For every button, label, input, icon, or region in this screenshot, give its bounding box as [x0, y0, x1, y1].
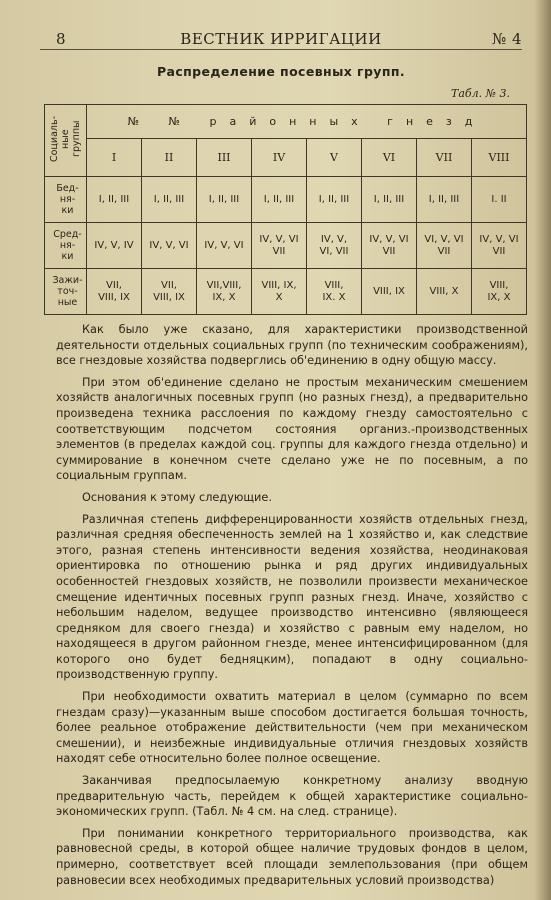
column-header: VI [362, 139, 417, 177]
column-header: II [142, 139, 197, 177]
paragraph: При понимании конкретного территориального производства, как равновесной среды, в которой общее наличие трудовых фондов в целом, примерно, соответствует всей площади землепользования (при общем равновесии всех необходимых предварительных условий производства) [56, 826, 528, 887]
group-column-header: Социаль- ные группы [45, 105, 87, 177]
table-cell: I, II, III [142, 177, 197, 223]
row-group-label: Зажи- точ- ные [45, 269, 87, 315]
table-cell: VIII, IX [362, 269, 417, 315]
row-group-label: Бед- ня- ки [45, 177, 87, 223]
table-cell: VII, VIII, IX [142, 269, 197, 315]
paragraph: При необходимости охватить материал в целом (суммарно по всем гнездам сразу)—указанным выше способом достигается большая точность, более реальное отображение действительности (чем при механическом смешении), и неизбежные индивидуальные отличия гнездовых хозяйств находят себе относительно более полное освещение. [56, 690, 528, 766]
table-cell: VIII, X [417, 269, 472, 315]
journal-title: ВЕСТНИК ИРРИГАЦИИ [180, 30, 382, 48]
table-cell: I, II, III [252, 177, 307, 223]
table-cell: IV, V, VI [197, 223, 252, 269]
column-header: I [87, 139, 142, 177]
column-header: VIII [472, 139, 527, 177]
table-cell: IV, V, VI VII [472, 223, 527, 269]
table-cell: IV, V, VI [142, 223, 197, 269]
table-cell: VIII, IX, X [472, 269, 527, 315]
table-cell: VII,VIII, IX, X [197, 269, 252, 315]
table-cell: IV, V, VI VII [252, 223, 307, 269]
table-row [45, 177, 527, 223]
table-cell: VII, VIII, IX [87, 269, 142, 315]
paragraph: Различная степень дифференцированности хозяйств отдельных гнезд, различная средняя обеспеченность землей на 1 хозяйство и, как следствие этого, разная степень интенсивности ведения хозяйства, неодинаковая ориентировка по отношению рынка и ряд других индивидуальных особенностей гнездовых хозяйств, не позволили произвести механическое смещение идентичных посевных групп разных гнезд. Иначе, хозяйство с небольшим наделом, ведущее производство интенсивно (являющееся средняком для своего гнезда) и хозяйство с равным ему наделом, но находящееся в другом районном гнезде, менее интенсифицированном (для которого оно будет бедняцким), попадают в одну социально-производственную группу. [56, 512, 528, 682]
table-cell: I, II, III [417, 177, 472, 223]
distribution-table [44, 104, 527, 315]
table-cell: VI, V, VI VII [417, 223, 472, 269]
table-cell: I, II, III [87, 177, 142, 223]
row-group-label: Сред- ня- ки [45, 223, 87, 269]
table-cell: I, II, III [307, 177, 362, 223]
paragraph: Заканчивая предпосылаемую конкретному анализу вводную предварительную часть, перейдем к общей характеристике социально-экономических групп. (Табл. № 4 см. на след. странице). [56, 774, 528, 819]
table-row [45, 223, 527, 269]
column-header: VII [417, 139, 472, 177]
page-number: 8 [56, 30, 67, 48]
body-text [56, 322, 528, 894]
table-cell: IV, V, VI VII [362, 223, 417, 269]
table-number: Табл. № 3. [450, 87, 510, 100]
table-title: Распределение посевных групп. [156, 64, 406, 79]
districts-header: № № районных гнезд [87, 105, 527, 139]
column-header: V [307, 139, 362, 177]
paragraph: При этом об'единение сделано не простым механическим смешением хозяйств аналогичных посевных групп (но разных гнезд), а предварительно произведена техника расслоения по каждому гнезду самостоятельно с соответствующим подсчетом состояния организ.-производственных элементов (в пределах каждой соц. группы для каждого гнезда отдельно) и суммирование в конечном счете сделано уже не по посевным, а по социальным группам. [56, 375, 528, 483]
table-cell: VIII, IX. X [307, 269, 362, 315]
table-cell: VIII, IX, X [252, 269, 307, 315]
column-header: III [197, 139, 252, 177]
table-cell: IV, V, IV [87, 223, 142, 269]
table-cell: IV, V, VI, VII [307, 223, 362, 269]
table-cell: I. II [472, 177, 527, 223]
table-cell: I, II, III [197, 177, 252, 223]
table-row [45, 269, 527, 315]
column-header: IV [252, 139, 307, 177]
issue-number: № 4 [491, 30, 522, 48]
running-header [40, 30, 522, 50]
paragraph: Основания к этому следующие. [82, 490, 272, 504]
header-rule [40, 49, 522, 50]
paragraph: Как было уже сказано, для характеристики производственной деятельности отдельных социальных групп (по техническим соображениям), все гнездовые хозяйства подверглись об'единению в одну общую массу. [56, 323, 528, 368]
table-cell: I, II, III [362, 177, 417, 223]
